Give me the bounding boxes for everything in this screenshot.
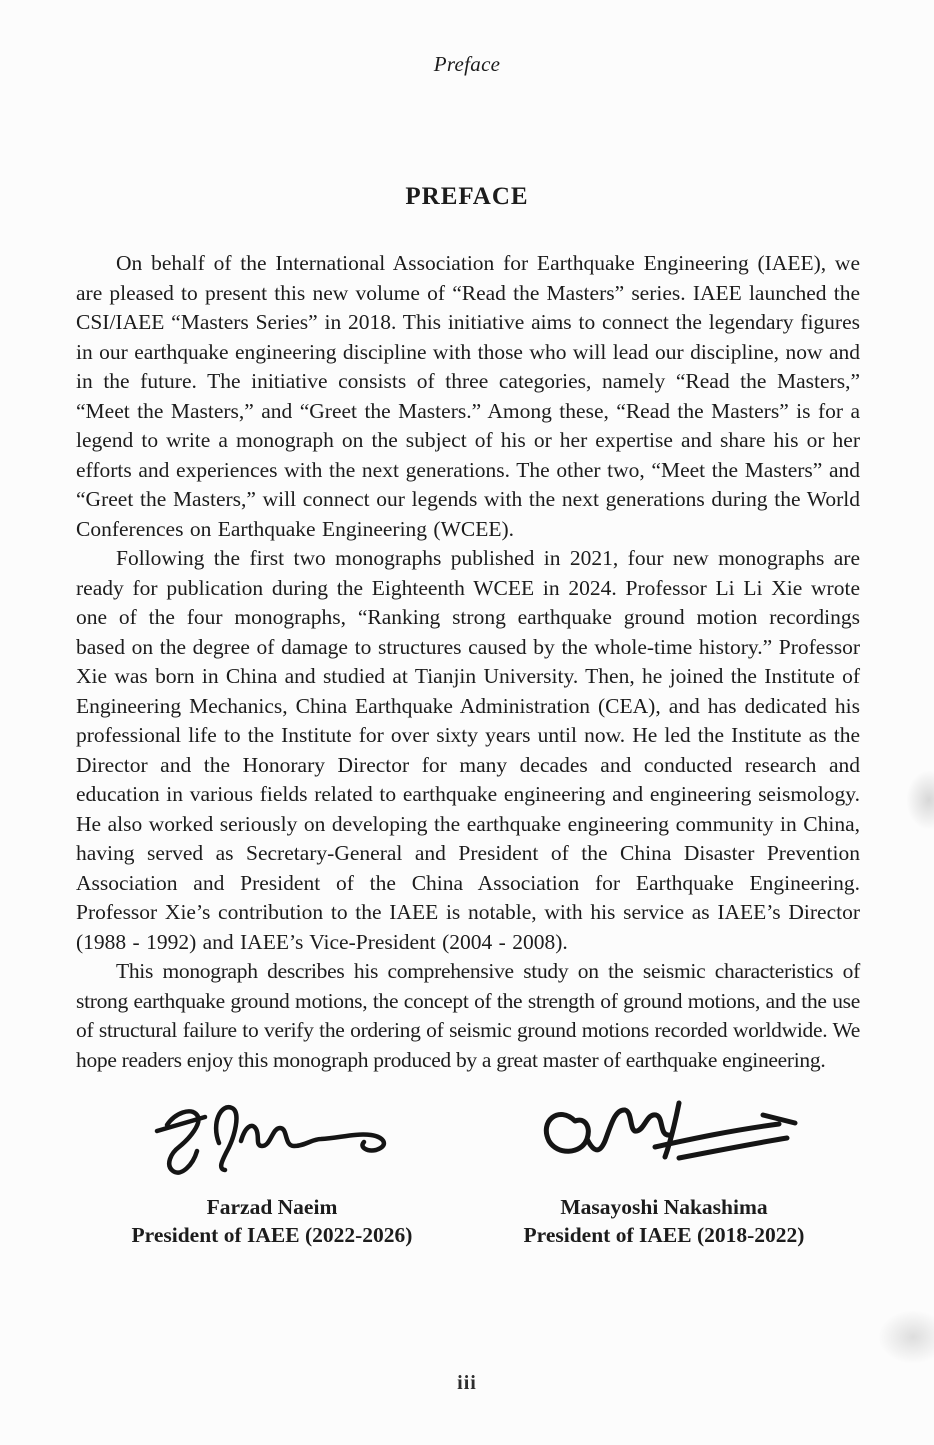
preface-body [76, 249, 860, 1075]
paragraph-2: Following the first two monographs published in 2021, four new monographs are ready for publication during the Eighteenth WCEE in 2024. Professor Li Li Xie wrote one of the four monographs, “Ranking strong earthquake ground motion recordings based on the degree of damage to structures caused by the whole-time history.” Professor Xie was born in China and studied at Tianjin University. Then, he joined the Institute of Engineering Mechanics, China Earthquake Administration (CEA), and has dedicated his professional life to the Institute for over sixty years until now. He led the Institute as the Director and the Honorary Director for many decades and conducted research and education in various fields related to earthquake engineering and engineering seismology. He also worked seriously on developing the earthquake engineering community in China, having served as Secretary-General and President of the China Disaster Prevention Association and President of the China Association for Earthquake Engineering. Professor Xie’s contribution to the IAEE is notable, with his service as IAEE’s Director (1988 - 1992) and IAEE’s Vice-President (2004 - 2008). [76, 546, 860, 954]
running-head: Preface [433, 52, 501, 76]
signatory-title: President of IAEE (2022-2026) [131, 1223, 413, 1247]
signature-masayoshi-nakashima-image [529, 1095, 799, 1187]
signatory-title: President of IAEE (2018-2022) [523, 1223, 805, 1247]
page-title: PREFACE [405, 183, 529, 210]
signatory-name: Masayoshi Nakashima [560, 1195, 768, 1219]
signatory-name: Farzad Naeim [206, 1195, 338, 1219]
paragraph-1: On behalf of the International Association for Earthquake Engineering (IAEE), we are pleased to present this new volume of “Read the Masters” series. IAEE launched the CSI/IAEE “Masters Series” in 2018. This initiative aims to connect the legendary figures in our earthquake engineering discipline with those who will lead our discipline, now and in the future. The initiative consists of three categories, namely “Read the Masters,” “Meet the Masters,” and “Greet the Masters.” Among these, “Read the Masters” is for a legend to write a monograph on the subject of his or her expertise and share his or her efforts and experiences with the next generations. The other two, “Meet the Masters” and “Greet the Masters,” will connect our legends with the next generations during the World Conferences on Earthquake Engineering (WCEE). [76, 251, 860, 541]
scan-artifact [878, 1310, 934, 1364]
signature-block-right [468, 1095, 860, 1249]
signature-block-left [76, 1095, 468, 1249]
page-number: iii [457, 1372, 477, 1394]
paragraph-3: This monograph describes his comprehensive study on the seismic characteristics of strong earthquake ground motions, the concept of the strength of ground motions, and the use of structural failure to verify the ordering of seismic ground motions recorded worldwide. We hope readers enjoy this monograph produced by a great master of earthquake engineering. [76, 959, 860, 1072]
signature-row [76, 1095, 860, 1249]
signature-farzad-naeim-image [147, 1095, 397, 1187]
scan-artifact [906, 770, 934, 830]
